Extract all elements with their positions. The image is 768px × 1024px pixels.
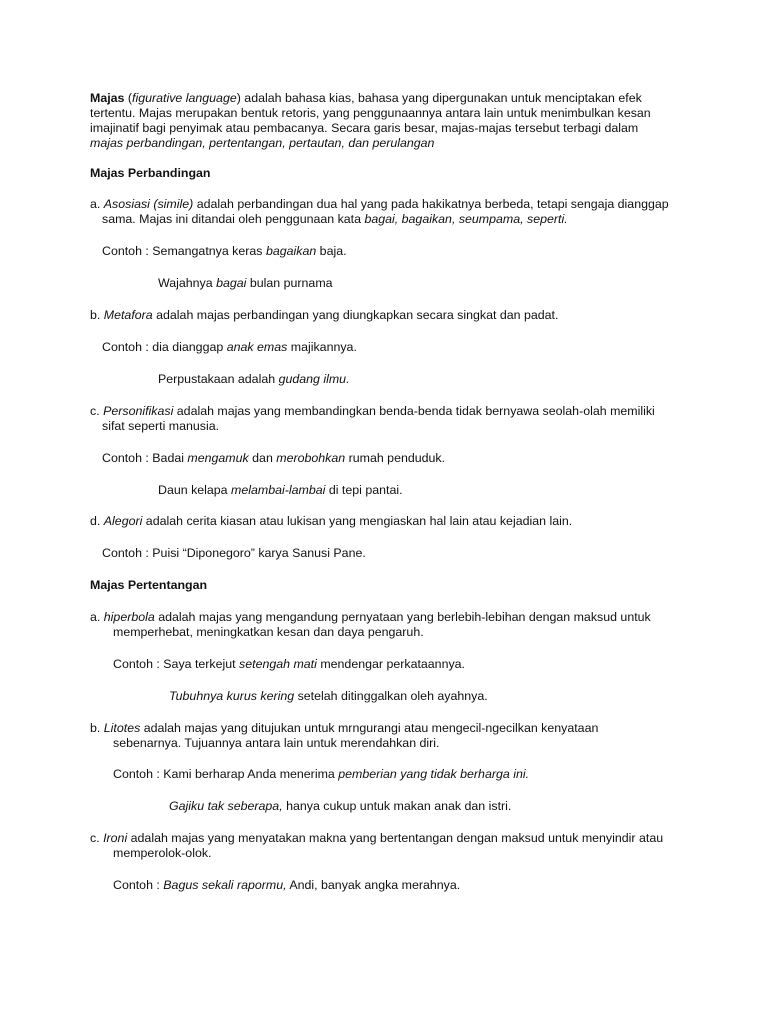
intro-line: majas perbandingan, pertentangan, pertautan, dan perulangan (90, 136, 435, 150)
example-line: Contoh : Badai mengamuk dan merobohkan rumah penduduk. (102, 451, 446, 465)
list-item-a: a. Asosiasi (simile) adalah perbandingan dua hal yang pada hakikatnya berbeda, tetapi sengaja dianggap sama. Majas ini ditandai oleh penggunaan kata bagai, bagaikan, seumpama, seperti. (90, 197, 669, 226)
example-line: Contoh : Bagus sekali rapormu, Andi, banyak angka merahnya. (113, 878, 461, 892)
list-item-d: d. Alegori adalah cerita kiasan atau lukisan yang mengiaskan hal lain atau kejadian lain. (90, 514, 573, 528)
example-line: Wajahnya bagai bulan purnama (158, 276, 333, 290)
list-item-b: b. Litotes adalah majas yang ditujukan untuk mrngurangi atau mengecil-ngecilkan kenyataan sebenarnya. Tujuannya antara lain untuk merendahkan diri. (90, 721, 599, 750)
section-heading: Majas Perbandingan (90, 166, 211, 180)
example-line: Contoh : dia dianggap anak emas majikannya. (102, 340, 357, 354)
example-line: Contoh : Kami berharap Anda menerima pemberian yang tidak berharga ini. (113, 767, 530, 781)
list-item-b: b. Metafora adalah majas perbandingan yang diungkapkan secara singkat dan padat. (90, 308, 559, 322)
example-line: Daun kelapa melambai-lambai di tepi pantai. (158, 483, 403, 497)
example-line: Gajiku tak seberapa, hanya cukup untuk makan anak dan istri. (169, 799, 512, 813)
example-line: Tubuhnya kurus kering setelah ditinggalkan oleh ayahnya. (169, 689, 488, 703)
intro-text: ) adalah bahasa kias, bahasa yang dipergunakan untuk menciptakan efek (236, 91, 642, 105)
example-line: Contoh : Semangatnya keras bagaikan baja. (102, 244, 347, 258)
intro-line: tertentu. Majas merupakan bentuk retoris, yang penggunaannya antara lain untuk menimbulkan kesan (90, 106, 651, 120)
intro-line: imajinatif bagi penyimak atau pembacanya. Secara garis besar, majas-majas tersebut terbagi dalam (90, 121, 639, 135)
list-item-c: c. Personifikasi adalah majas yang membandingkan benda-benda tidak bernyawa seolah-olah memiliki sifat seperti manusia. (90, 404, 655, 433)
list-item-a: a. hiperbola adalah majas yang mengandung pernyataan yang berlebih-lebihan dengan maksud untuk memperhebat, meningkatkan kesan dan daya pengaruh. (90, 610, 651, 639)
intro-term-en: figurative language (132, 91, 237, 105)
section-heading: Majas Pertentangan (90, 578, 208, 592)
list-item-c: c. Ironi adalah majas yang menyatakan makna yang bertentangan dengan maksud untuk menyindir atau memperolok-olok. (90, 831, 664, 860)
example-line: Contoh : Saya terkejut setengah mati mendengar perkataannya. (113, 657, 465, 671)
intro-paragraph (90, 91, 690, 151)
intro-text: ( (124, 91, 133, 105)
example-line: Perpustakaan adalah gudang ilmu. (158, 372, 350, 386)
example-line: Contoh : Puisi “Diponegoro” karya Sanusi Pane. (102, 546, 366, 560)
intro-term: Majas (90, 91, 125, 105)
